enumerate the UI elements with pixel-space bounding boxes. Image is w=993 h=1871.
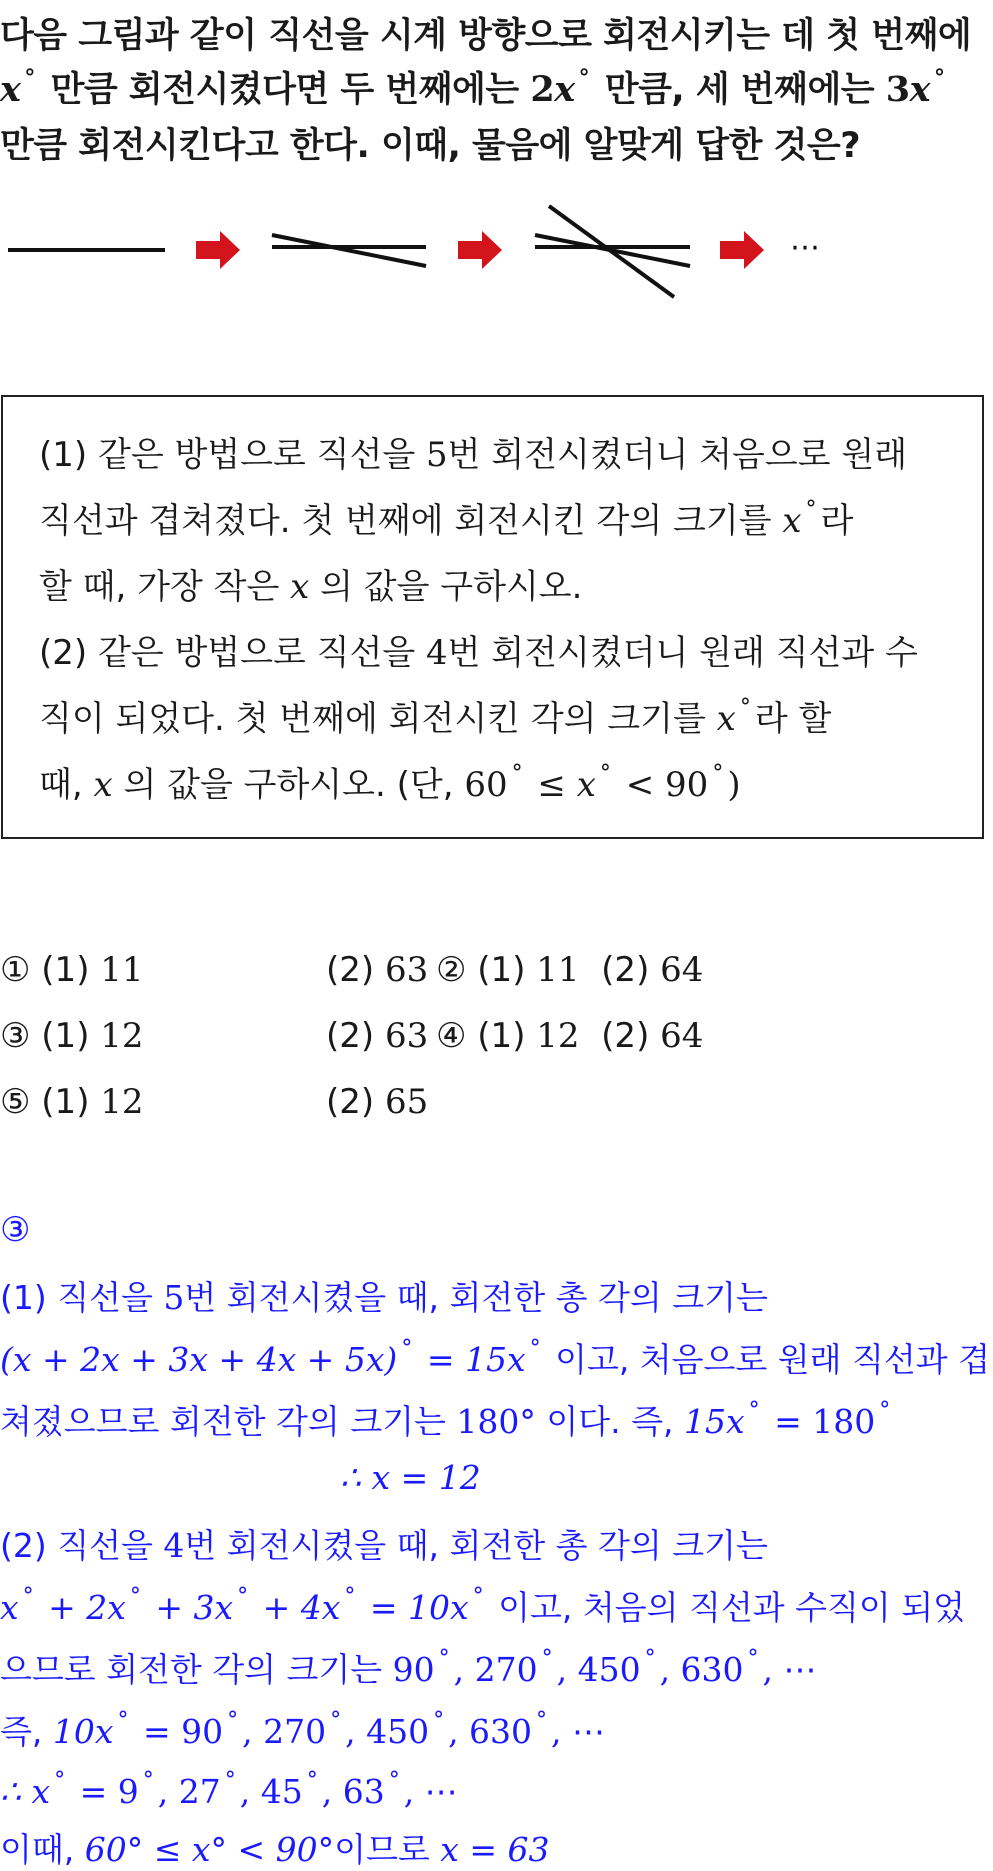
arrow-3 <box>720 231 764 269</box>
choice-3[interactable]: ③ (1) 12 <box>0 1016 144 1056</box>
choice-2[interactable]: ② (1) 11 (2) 64 <box>436 950 704 990</box>
solution-line-9: ∴ x ° = 9 ° , 27 ° , 45 ° , 63 ° , ⋯ <box>0 1768 458 1811</box>
box-line-1: (1) 같은 방법으로 직선을 5번 회전시켰더니 처음으로 원래 <box>39 435 908 475</box>
sub-question-box <box>1 395 984 839</box>
solution-answer: ③ <box>0 1210 31 1250</box>
solution-line-3: 쳐졌으므로 회전한 각의 크기는 180° 이다. 즉, 15x ° = 180 ° <box>0 1398 891 1441</box>
solution-line-10: 이때, 60° ≤ x° < 90°이므로 x = 63 <box>0 1830 550 1869</box>
question-line-3: 만큼 회전시킨다고 한다. 이때, 물음에 알맞게 답한 것은? <box>0 126 861 166</box>
box-line-4: (2) 같은 방법으로 직선을 4번 회전시켰더니 원래 직선과 수 <box>39 633 918 673</box>
rotation-figure <box>0 195 993 315</box>
solution-line-4: ∴ x = 12 <box>340 1458 481 1497</box>
line-step2-c <box>549 206 674 297</box>
solution-line-2: (x + 2x + 3x + 4x + 5x) ° = 15x ° 이고, 처음으로 원래 직선과 겹 <box>0 1336 991 1379</box>
solution-line-8: 즉, 10x ° = 90 ° , 270 ° , 450 ° , 630 ° , ⋯ <box>0 1708 606 1751</box>
solution-line-6: x ° + 2x ° + 3x ° + 4x ° = 10x ° 이고, 처음의 직선과 수직이 되었 <box>0 1584 965 1627</box>
solution-line-5: (2) 직선을 4번 회전시켰을 때, 회전한 총 각의 크기는 <box>0 1526 768 1565</box>
choice-3-part2: (2) 63 <box>326 1016 429 1056</box>
arrow-2 <box>458 231 502 269</box>
box-line-2: 직선과 겹쳐졌다. 첫 번째에 회전시킨 각의 크기를 x ° 라 <box>39 497 854 541</box>
solution-line-7: 으므로 회전한 각의 크기는 90 ° , 270 ° , 450 ° , 630 ° , ⋯ <box>0 1646 817 1689</box>
choice-1[interactable]: ① (1) 11 <box>0 950 144 990</box>
arrow-1 <box>196 231 240 269</box>
box-line-5: 직이 되었다. 첫 번째에 회전시킨 각의 크기를 x ° 라 할 <box>39 695 832 739</box>
box-line-3: 할 때, 가장 작은 x 의 값을 구하시오. <box>39 567 583 607</box>
solution-line-1: (1) 직선을 5번 회전시켰을 때, 회전한 총 각의 크기는 <box>0 1278 768 1317</box>
line-step1-b <box>272 235 426 266</box>
choice-4[interactable]: ④ (1) 12 (2) 64 <box>436 1016 704 1056</box>
ellipsis: ⋯ <box>790 230 820 265</box>
box-line-6: 때, x 의 값을 구하시오. (단, 60 ° ≤ x ° < 90 ° ) <box>39 761 741 805</box>
choice-5[interactable]: ⑤ (1) 12 <box>0 1082 144 1122</box>
question-line-1: 다음 그림과 같이 직선을 시계 방향으로 회전시키는 데 첫 번째에 <box>0 16 972 56</box>
choice-1-part2: (2) 63 <box>326 950 429 990</box>
question-line-2: x ° 만큼 회전시켰다면 두 번째에는 2x ° 만큼, 세 번째에는 3x ° <box>0 65 945 110</box>
choice-5-part2: (2) 65 <box>326 1082 429 1122</box>
